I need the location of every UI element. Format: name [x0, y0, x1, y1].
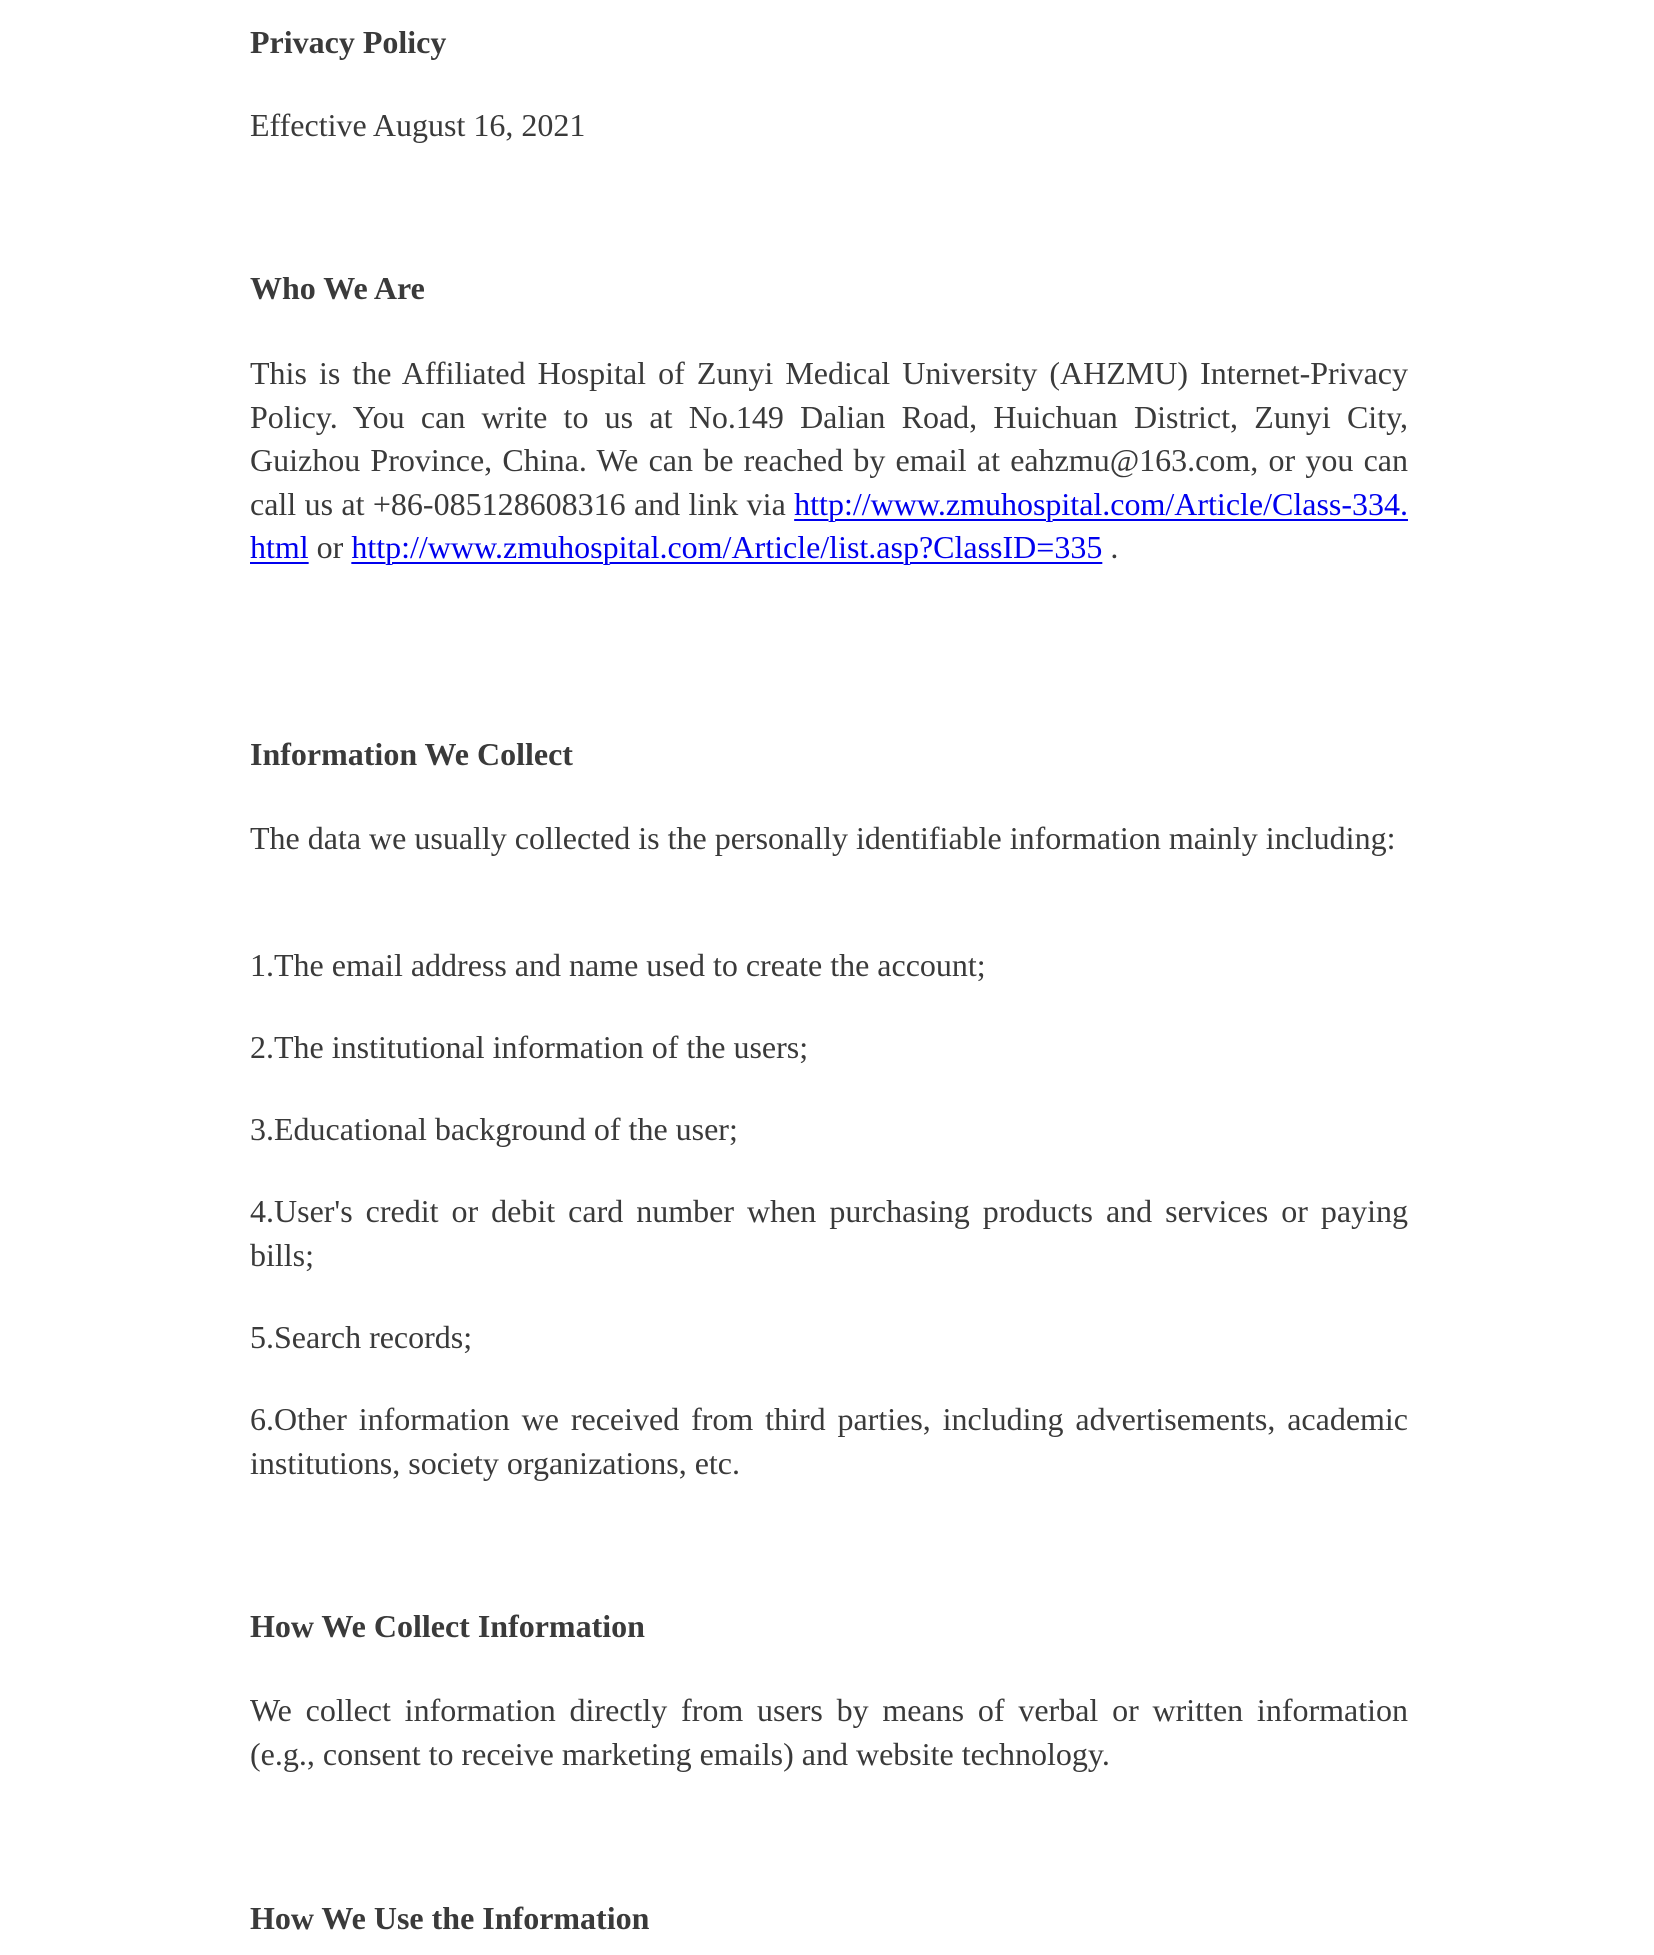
effective-date: Effective August 16, 2021 — [250, 107, 586, 143]
section-heading-who-we-are: Who We Are — [250, 270, 425, 306]
link-separator-text: or — [308, 529, 352, 565]
document-title: Privacy Policy — [250, 24, 447, 60]
hospital-link-class-334[interactable]: http://www.zmuhospital.com/Article/Class-334.html — [250, 485, 1408, 565]
hospital-link-classid-335[interactable]: http://www.zmuhospital.com/Article/list.asp?ClassID=335 — [351, 529, 1103, 565]
list-item: 5.Search records; — [250, 1319, 473, 1355]
who-we-are-trailing-text: . — [1102, 529, 1119, 565]
section-heading-how-we-use: How We Use the Information — [250, 1900, 650, 1936]
list-item: 2.The institutional information of the users; — [250, 1029, 809, 1065]
who-we-are-paragraph — [250, 352, 1408, 570]
section-heading-information-we-collect: Information We Collect — [250, 736, 573, 772]
list-item: 1.The email address and name used to create the account; — [250, 947, 986, 983]
list-item: 6.Other information we received from third parties, including advertisements, academic institutions, society organizations, etc. — [250, 1401, 1408, 1481]
information-intro-paragraph: The data we usually collected is the personally identifiable information mainly including: — [250, 820, 1396, 856]
list-item: 4.User's credit or debit card number when purchasing products and services or paying bills; — [250, 1193, 1408, 1273]
how-we-collect-paragraph: We collect information directly from users by means of verbal or written information (e.g., consent to receive marketing emails) and website technology. — [250, 1692, 1408, 1772]
who-we-are-text: This is the Affiliated Hospital of Zunyi Medical University (AHZMU) Internet-Privacy Policy. You can write to us at No.149 Dalian Road, Huichuan District, Zunyi City, Guizhou Province, China. We can be reached by email at eahzmu@163.com, or you can call us at +86-085128608316 and link via — [250, 355, 1408, 522]
section-heading-how-we-collect: How We Collect Information — [250, 1608, 645, 1644]
list-item: 3.Educational background of the user; — [250, 1111, 738, 1147]
